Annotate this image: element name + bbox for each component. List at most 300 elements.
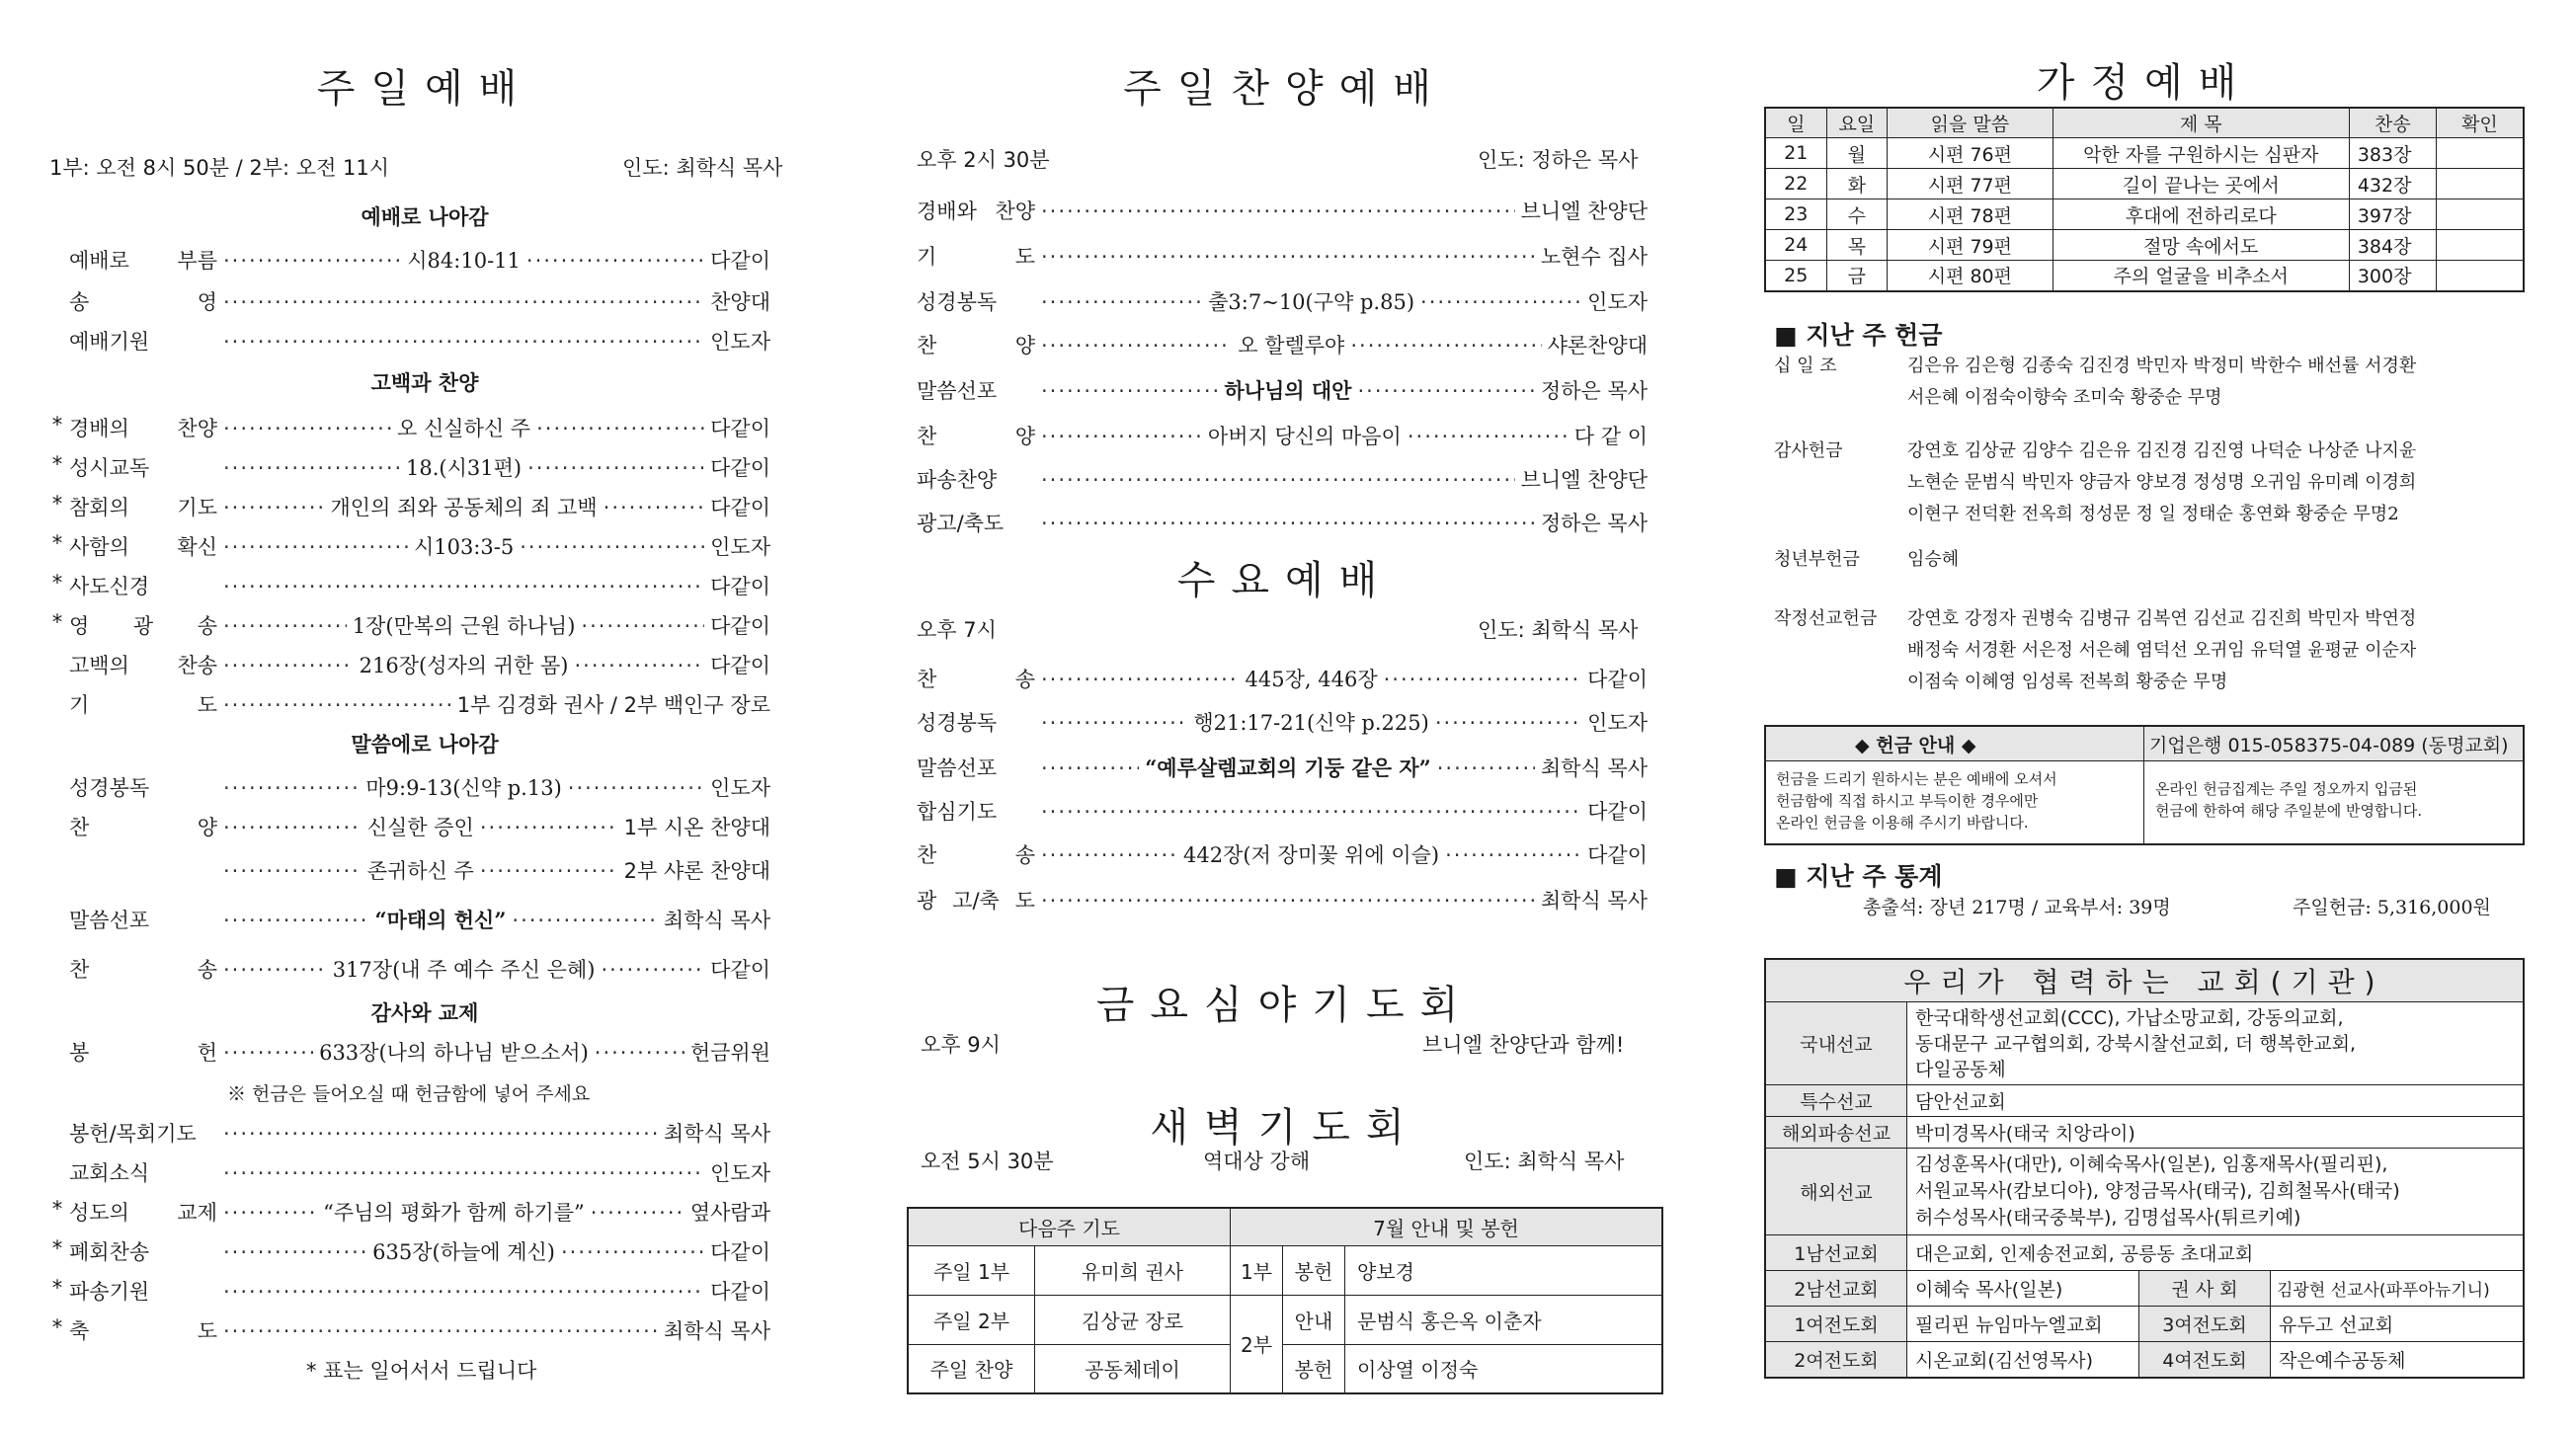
- service-detail: 635장(하늘에 계신): [372, 1240, 555, 1264]
- service-label: 광 고/축 도: [917, 889, 1035, 913]
- standing-marker: *: [51, 1315, 63, 1339]
- service-leader: 인도자: [1587, 711, 1649, 735]
- service-row: [917, 707, 1648, 737]
- leader-dots: [480, 859, 618, 883]
- family-row: [1765, 138, 2524, 169]
- dawn-leader: 인도: 최학식 목사: [1464, 1150, 1625, 1173]
- leader-dots: [1445, 843, 1581, 867]
- right-column: [1764, 0, 2525, 1430]
- family-cell: [2436, 138, 2524, 169]
- family-row: [1765, 261, 2524, 291]
- service-detail: 시84:10-11: [407, 249, 521, 273]
- leader-dots: [1435, 711, 1581, 735]
- stats-amount: 주일헌금: 5,316,000원: [2293, 897, 2491, 918]
- service-leader: 다같이: [710, 1240, 770, 1264]
- offering-info-box: [1764, 725, 2525, 845]
- dawn-title: 새벽기도회: [1150, 1105, 1420, 1151]
- leader-dots: [1437, 756, 1535, 780]
- service-leader: 정하은 목사: [1540, 512, 1648, 535]
- leader-dots: [223, 575, 704, 598]
- offering-names: 배정숙 서경환 서은정 서은혜 염덕선 오귀임 유덕열 윤평균 이순자: [1907, 640, 2417, 661]
- service-row: [917, 286, 1648, 316]
- family-header-cell: 제 목: [2053, 108, 2349, 138]
- service-leader: 찬양대: [710, 290, 770, 314]
- family-cell: [2436, 230, 2524, 261]
- partner-special: 담안선교회: [1907, 1085, 2525, 1117]
- service-detail: 오 할렐루야: [1238, 334, 1345, 358]
- service-label: 말씀선포: [917, 379, 998, 403]
- service-leader: 1부 시온 찬양대: [623, 816, 771, 839]
- praise-title: 주일찬양예배: [1123, 66, 1447, 112]
- service-leader: 다같이: [710, 249, 771, 273]
- service-label: 예배로 부름: [69, 249, 217, 273]
- partners-title: 우리가 협력하는 교회(기관): [1765, 959, 2524, 1002]
- partner-overseas-support: 박미경목사(태국 치앙라이): [1907, 1117, 2525, 1149]
- leader-dots: [1041, 889, 1535, 913]
- partner-overseas: [1907, 1149, 2525, 1235]
- offering-info-line: 헌금에 한하여 해당 주일분에 반영합니다.: [2155, 802, 2423, 820]
- service-row: [69, 650, 770, 679]
- service-detail: 오 신실하신 주: [397, 417, 531, 440]
- guide-names: 문범식 홍은옥 이춘자: [1345, 1295, 1663, 1344]
- partner-value: 김광현 선교사(파푸아뉴기니): [2271, 1271, 2525, 1307]
- leader-dots: [581, 614, 704, 638]
- prayer-person: 김상균 장로: [1035, 1295, 1231, 1344]
- leader-dots: [223, 958, 327, 982]
- offering-names: 강연호 김상균 김양수 김은유 김진경 김진영 나덕순 나상준 나지윤: [1907, 440, 2417, 461]
- dawn-topic: 역대상 강해: [1203, 1150, 1311, 1173]
- family-cell: 수: [1826, 199, 1888, 230]
- service-leader: 인도자: [710, 776, 771, 800]
- friday-time: 오후 9시: [921, 1033, 1001, 1057]
- stats-heading: ■ 지난 주 통계: [1774, 862, 1943, 891]
- leader-dots: [601, 958, 704, 982]
- leader-dots: [223, 909, 369, 932]
- offering-names: 노현순 문범식 박민자 양금자 양보경 정성명 오귀임 유미례 이경희: [1907, 472, 2417, 493]
- service-label: 찬 송: [917, 668, 1035, 691]
- service-row: [917, 464, 1648, 494]
- leader-dots: [526, 249, 704, 273]
- service-row: [69, 245, 770, 275]
- service-detail: 442장(저 장미꽃 위에 이슬): [1183, 843, 1440, 867]
- leader-dots: [223, 1319, 658, 1343]
- family-cell: 432장: [2349, 169, 2436, 199]
- standing-marker: *: [51, 1197, 63, 1221]
- leader-dots: [604, 496, 705, 519]
- partner-label: 2여전도회: [1765, 1342, 1907, 1378]
- service-leader: 1부 김경화 권사 / 2부 백인구 장로: [456, 693, 770, 717]
- leader-dots: [1041, 711, 1187, 735]
- partner-line: 다일공동체: [1915, 1058, 2006, 1080]
- leader-dots: [512, 909, 658, 932]
- service-row: [51, 1236, 770, 1266]
- service-leader: 다같이: [710, 417, 770, 440]
- footer-note: * 표는 일어서서 드립니다: [306, 1359, 537, 1383]
- service-label: 파송찬양: [917, 468, 998, 492]
- service-detail: “예루살렘교회의 기둥 같은 자”: [1145, 755, 1431, 780]
- service-row: [69, 1037, 770, 1067]
- prayer-person: 공동체데이: [1035, 1344, 1231, 1393]
- family-cell: [2436, 199, 2524, 230]
- family-header-cell: 읽을 말씀: [1888, 108, 2053, 138]
- service-detail: 633장(나의 하나님 받으소서): [319, 1041, 589, 1065]
- service-label: 합심기도: [917, 800, 998, 824]
- service-leader: 다같이: [710, 614, 770, 638]
- partner-value: 유두고 선교회: [2271, 1307, 2525, 1342]
- service-leader: 인도자: [710, 1161, 770, 1185]
- standing-marker: *: [51, 571, 63, 595]
- service-label: 참회의 기도: [69, 496, 217, 519]
- service-label: 성경봉독: [69, 776, 150, 800]
- service-label: 봉헌/목회기도: [69, 1122, 197, 1146]
- service-leader: 최학식 목사: [663, 1319, 770, 1343]
- leader-dots: [1420, 290, 1581, 314]
- service-leader: 옆사람과: [689, 1201, 770, 1225]
- service-detail: 317장(내 주 예수 주신 은혜): [332, 958, 596, 982]
- guide-role: 안내: [1283, 1295, 1345, 1344]
- family-cell: 23: [1765, 199, 1826, 230]
- leader-dots: [223, 249, 401, 273]
- service-row: [51, 1276, 770, 1306]
- service-leader: 다같이: [710, 1280, 770, 1304]
- leader-dots: [1408, 425, 1569, 448]
- family-cell: 383장: [2349, 138, 2436, 169]
- leader-dots: [223, 290, 704, 314]
- prayer-person: 유미희 권사: [1035, 1245, 1231, 1295]
- service-row: [51, 610, 770, 640]
- family-cell: 시편 79편: [1888, 230, 2053, 261]
- service-label: 경배의 찬양: [69, 417, 217, 440]
- leader-dots: [1041, 668, 1240, 691]
- service-label: 말씀선포: [917, 756, 998, 780]
- service-row: [51, 571, 770, 600]
- leader-dots: [1041, 245, 1535, 269]
- standing-marker: *: [51, 452, 63, 476]
- leader-dots: [223, 1201, 317, 1225]
- service-detail: 개인의 죄와 공동체의 죄 고백: [330, 496, 598, 519]
- praise-leader: 인도: 정하은 목사: [1478, 148, 1639, 172]
- family-row: [1765, 199, 2524, 230]
- next-week-guide-header: 7월 안내 및 봉헌: [1231, 1208, 1663, 1245]
- guide-names: 이상열 이정숙: [1345, 1344, 1663, 1393]
- praise-time: 오후 2시 30분: [917, 148, 1050, 172]
- partners-table: [1764, 958, 2525, 1379]
- family-cell: 악한 자를 구원하시는 심판자: [2053, 138, 2349, 169]
- family-cell: 목: [1826, 230, 1888, 261]
- service-label: 사도신경: [69, 575, 150, 598]
- service-row: [917, 885, 1648, 914]
- service-row: [917, 375, 1648, 405]
- offering-account: 기업은행 015-058375-04-089 (동명교회): [2149, 735, 2509, 756]
- service-label: 찬 송: [69, 958, 217, 982]
- service-leader: 최학식 목사: [663, 909, 771, 932]
- service-row: [51, 1315, 770, 1345]
- service-detail: 시103:3-5: [413, 535, 515, 559]
- leader-dots: [1041, 379, 1218, 403]
- leader-dots: [536, 417, 704, 440]
- leader-dots: [1041, 290, 1202, 314]
- offering-label: 청년부헌금: [1774, 549, 1860, 570]
- offering-names: 강연호 강정자 권병숙 김병규 김복연 김선교 김진희 박민자 박연정: [1907, 608, 2417, 629]
- family-cell: 21: [1765, 138, 1826, 169]
- service-leader: 다같이: [710, 654, 770, 677]
- family-cell: 22: [1765, 169, 1826, 199]
- guide-role: 봉헌: [1283, 1245, 1345, 1295]
- prayer-slot: 주일 찬양: [908, 1344, 1035, 1393]
- service-leader: 다같이: [710, 496, 770, 519]
- family-cell: 금: [1826, 261, 1888, 291]
- family-worship-table: [1764, 107, 2525, 292]
- prayer-slot: 주일 1부: [908, 1245, 1035, 1295]
- service-row: [917, 664, 1648, 693]
- leader-dots: [527, 456, 704, 480]
- service-row: [69, 689, 770, 719]
- family-header-cell: 요일: [1826, 108, 1888, 138]
- service-detail: 1장(만복의 근원 하나님): [352, 614, 576, 638]
- offering-names: 이현구 전덕환 전옥희 정성문 정 일 정태순 홍연화 황중순 무명2: [1907, 504, 2399, 524]
- service-detail: 445장, 446장: [1245, 668, 1378, 691]
- family-header-cell: 찬송: [2349, 108, 2436, 138]
- service-label: 성시교독: [69, 456, 150, 480]
- service-leader: 브니엘 찬양단: [1520, 199, 1648, 223]
- standing-marker: *: [51, 1236, 63, 1260]
- family-row: [1765, 230, 2524, 261]
- service-label: 찬 양: [917, 425, 1035, 448]
- leader-dots: [223, 1122, 658, 1146]
- family-cell: 화: [1826, 169, 1888, 199]
- standing-marker: *: [51, 531, 63, 555]
- partner-value: 시온교회(김선영목사): [1907, 1342, 2139, 1378]
- leader-dots: [520, 535, 704, 559]
- offering-info-line: 헌금을 드리기 원하시는 분은 예배에 오셔서: [1776, 770, 2057, 788]
- family-cell: 24: [1765, 230, 1826, 261]
- standing-marker: *: [51, 610, 63, 634]
- partner-line: 서원교목사(캄보디아), 양정금목사(태국), 김희철목사(태국): [1915, 1180, 2400, 1202]
- partner-value: 이혜숙 목사(일본): [1907, 1271, 2139, 1307]
- service-row: [51, 452, 770, 482]
- wednesday-time: 오후 7시: [917, 618, 997, 642]
- service-label: 고백의 찬송: [69, 654, 217, 677]
- service-row: [51, 1197, 770, 1227]
- partner-value: 작은예수공동체: [2271, 1342, 2525, 1378]
- sunday-column: [40, 0, 810, 1430]
- leader-dots: [1041, 468, 1515, 492]
- sunday-time: 1부: 오전 8시 50분 / 2부: 오전 11시: [49, 156, 390, 180]
- offering-label: 감사헌금: [1774, 440, 1843, 461]
- service-label: 축 도: [69, 1319, 217, 1343]
- service-row: [917, 508, 1648, 537]
- service-detail: 18.(시31편): [406, 456, 523, 480]
- service-detail: “주님의 평화가 함께 하기를”: [323, 1201, 585, 1225]
- service-row: [51, 492, 770, 521]
- service-label: 찬 송: [917, 843, 1035, 867]
- wednesday-leader: 인도: 최학식 목사: [1478, 618, 1639, 642]
- partner-line: 한국대학생선교회(CCC), 가납소망교회, 강동의교회,: [1915, 1006, 2344, 1029]
- leader-dots: [223, 417, 391, 440]
- family-cell: 시편 77편: [1888, 169, 2053, 199]
- partner-label: 국내선교: [1765, 1002, 1907, 1085]
- service-leader: 샤론찬양대: [1547, 334, 1649, 358]
- standing-marker: *: [51, 492, 63, 516]
- service-label: 말씀선포: [69, 909, 150, 932]
- service-leader: 다 같 이: [1573, 425, 1648, 448]
- friday-title: 금요심야기도회: [1095, 983, 1475, 1028]
- leader-dots: [1384, 668, 1582, 691]
- service-detail: 출3:7~10(구약 p.85): [1208, 290, 1415, 314]
- family-cell: 길이 끝나는 곳에서: [2053, 169, 2349, 199]
- family-cell: 시편 78편: [1888, 199, 2053, 230]
- offering-info-line: 온라인 헌금을 이용해 주시기 바랍니다.: [1776, 814, 2029, 832]
- leader-dots: [223, 859, 362, 883]
- leader-dots: [595, 1041, 684, 1065]
- leader-dots: [1357, 379, 1534, 403]
- family-cell: [2436, 261, 2524, 291]
- service-leader: 다같이: [710, 456, 770, 480]
- service-label: 봉 헌: [69, 1041, 217, 1065]
- family-row: [1765, 169, 2524, 199]
- next-week-table: [907, 1207, 1663, 1394]
- next-week-prayer-header: 다음주 기도: [908, 1208, 1231, 1245]
- guide-part: 1부: [1231, 1245, 1283, 1295]
- service-leader: 노현수 집사: [1540, 245, 1648, 269]
- section-heading: 감사와 교제: [370, 1001, 479, 1025]
- service-detail: 신실한 증인: [366, 816, 474, 839]
- service-leader: 브니엘 찬양단: [1520, 468, 1648, 492]
- service-label: 찬 양: [69, 816, 217, 839]
- leader-dots: [1041, 843, 1177, 867]
- partner-label: 1여전도회: [1765, 1307, 1907, 1342]
- leader-dots: [480, 816, 618, 839]
- leader-dots: [1041, 425, 1202, 448]
- partner-label: 해외선교: [1765, 1149, 1907, 1235]
- family-cell: [2436, 169, 2524, 199]
- service-row: [51, 413, 770, 442]
- guide-names: 양보경: [1345, 1245, 1663, 1295]
- service-label: 기 도: [917, 245, 1035, 269]
- service-leader: 다같이: [1587, 843, 1648, 867]
- offering-info-right: [2155, 778, 2422, 822]
- service-row: [69, 1118, 770, 1148]
- offering-names: 임승혜: [1907, 549, 1960, 570]
- service-label: 파송기원: [69, 1280, 150, 1304]
- service-row: [917, 839, 1648, 869]
- service-label: 송 영: [69, 290, 217, 314]
- leader-dots: [223, 1041, 313, 1065]
- leader-dots: [223, 654, 354, 677]
- leader-dots: [223, 1161, 704, 1185]
- leader-dots: [1041, 512, 1535, 535]
- partner-line: 김성훈목사(대만), 이혜숙목사(일본), 임홍재목사(필리핀),: [1915, 1153, 2388, 1175]
- standing-marker: *: [51, 413, 63, 437]
- service-detail: 아버지 당신의 마음이: [1207, 425, 1402, 448]
- service-label: 광고/축도: [917, 512, 1005, 535]
- service-leader: 최학식 목사: [1540, 756, 1649, 780]
- standing-marker: *: [51, 1276, 63, 1300]
- service-detail: 존귀하신 주: [366, 859, 474, 883]
- offering-heading: ■ 지난 주 헌금: [1774, 321, 1943, 350]
- service-row: [69, 954, 770, 984]
- service-leader: 다같이: [710, 575, 770, 598]
- service-leader: 최학식 목사: [663, 1122, 770, 1146]
- section-heading: 말씀에로 나아감: [351, 733, 499, 756]
- service-label: 폐회찬송: [69, 1240, 150, 1264]
- service-label: 성경봉독: [917, 290, 998, 314]
- leader-dots: [223, 1280, 704, 1304]
- service-leader: 2부 샤론 찬양대: [623, 859, 771, 883]
- service-label: 영 광 송: [69, 614, 217, 638]
- dawn-time: 오전 5시 30분: [921, 1150, 1054, 1173]
- service-row: [69, 1157, 770, 1187]
- partner-line: 동대문구 교구협의회, 강북시찰선교회, 더 행복한교회,: [1915, 1032, 2357, 1055]
- service-row: [917, 796, 1648, 826]
- family-cell: 시편 76편: [1888, 138, 2053, 169]
- service-label: 예배기원: [69, 330, 150, 354]
- stats-attendance: 총출석: 장년 217명 / 교육부서: 39명: [1863, 897, 2171, 918]
- service-row: [917, 196, 1648, 225]
- service-leader: 헌금위원: [689, 1041, 770, 1065]
- service-label: 성도의 교제: [69, 1201, 217, 1225]
- service-row: [917, 330, 1648, 359]
- service-label: 사함의 확신: [69, 535, 217, 559]
- leader-dots: [223, 614, 347, 638]
- family-title: 가정예배: [2036, 60, 2253, 106]
- leader-dots: [1041, 334, 1232, 358]
- service-row: [69, 855, 770, 885]
- middle-column: [907, 0, 1663, 1430]
- offering-names: 이점숙 이혜영 임성록 전복희 황중순 무명: [1907, 672, 2228, 692]
- sunday-title: 주일예배: [316, 66, 533, 112]
- service-leader: 다같이: [1587, 800, 1648, 824]
- family-cell: 300장: [2349, 261, 2436, 291]
- partner-label: 특수선교: [1765, 1085, 1907, 1117]
- family-cell: 397장: [2349, 199, 2436, 230]
- partner-label: 1남선교회: [1765, 1235, 1907, 1271]
- leader-dots: [561, 1240, 704, 1264]
- offering-info-line: 온라인 헌금집계는 주일 정오까지 입금된: [2155, 780, 2418, 798]
- service-label: 찬 양: [917, 334, 1035, 358]
- service-detail: 행21:17-21(신약 p.225): [1193, 711, 1429, 735]
- service-leader: 다같이: [1587, 668, 1649, 691]
- service-leader: 최학식 목사: [1540, 889, 1648, 913]
- leader-dots: [1041, 756, 1139, 780]
- leader-dots: [223, 456, 400, 480]
- service-row: [917, 753, 1648, 782]
- wednesday-title: 수요예배: [1176, 558, 1394, 603]
- service-label: 경배와 찬양: [917, 199, 1035, 223]
- family-cell: 절망 속에서도: [2053, 230, 2349, 261]
- offering-names: 서은혜 이점숙이향숙 조미숙 황중순 무명: [1907, 387, 2222, 408]
- service-row: [917, 421, 1648, 450]
- service-row: [69, 286, 770, 316]
- offering-names: 김은유 김은형 김종숙 김진경 박민자 박정미 박한수 배선률 서경환: [1907, 356, 2417, 376]
- offering-info-heading: ◆ 헌금 안내 ◆: [1855, 735, 1976, 756]
- service-detail: 마9:9-13(신약 p.13): [365, 776, 562, 800]
- section-heading: 예배로 나아감: [361, 205, 489, 229]
- sunday-leader: 인도: 최학식 목사: [622, 156, 783, 180]
- leader-dots: [223, 816, 362, 839]
- leader-dots: [223, 496, 325, 519]
- friday-note: 브니엘 찬양단과 함께!: [1422, 1033, 1625, 1057]
- service-leader: 정하은 목사: [1540, 379, 1649, 403]
- service-leader: 인도자: [710, 330, 770, 354]
- prayer-slot: 주일 2부: [908, 1295, 1035, 1344]
- service-row: [69, 772, 770, 802]
- family-header-cell: 일: [1765, 108, 1826, 138]
- family-cell: 384장: [2349, 230, 2436, 261]
- partner-label: 권 사 회: [2139, 1271, 2271, 1307]
- service-leader: 인도자: [1587, 290, 1649, 314]
- partner-label: 2남선교회: [1765, 1271, 1907, 1307]
